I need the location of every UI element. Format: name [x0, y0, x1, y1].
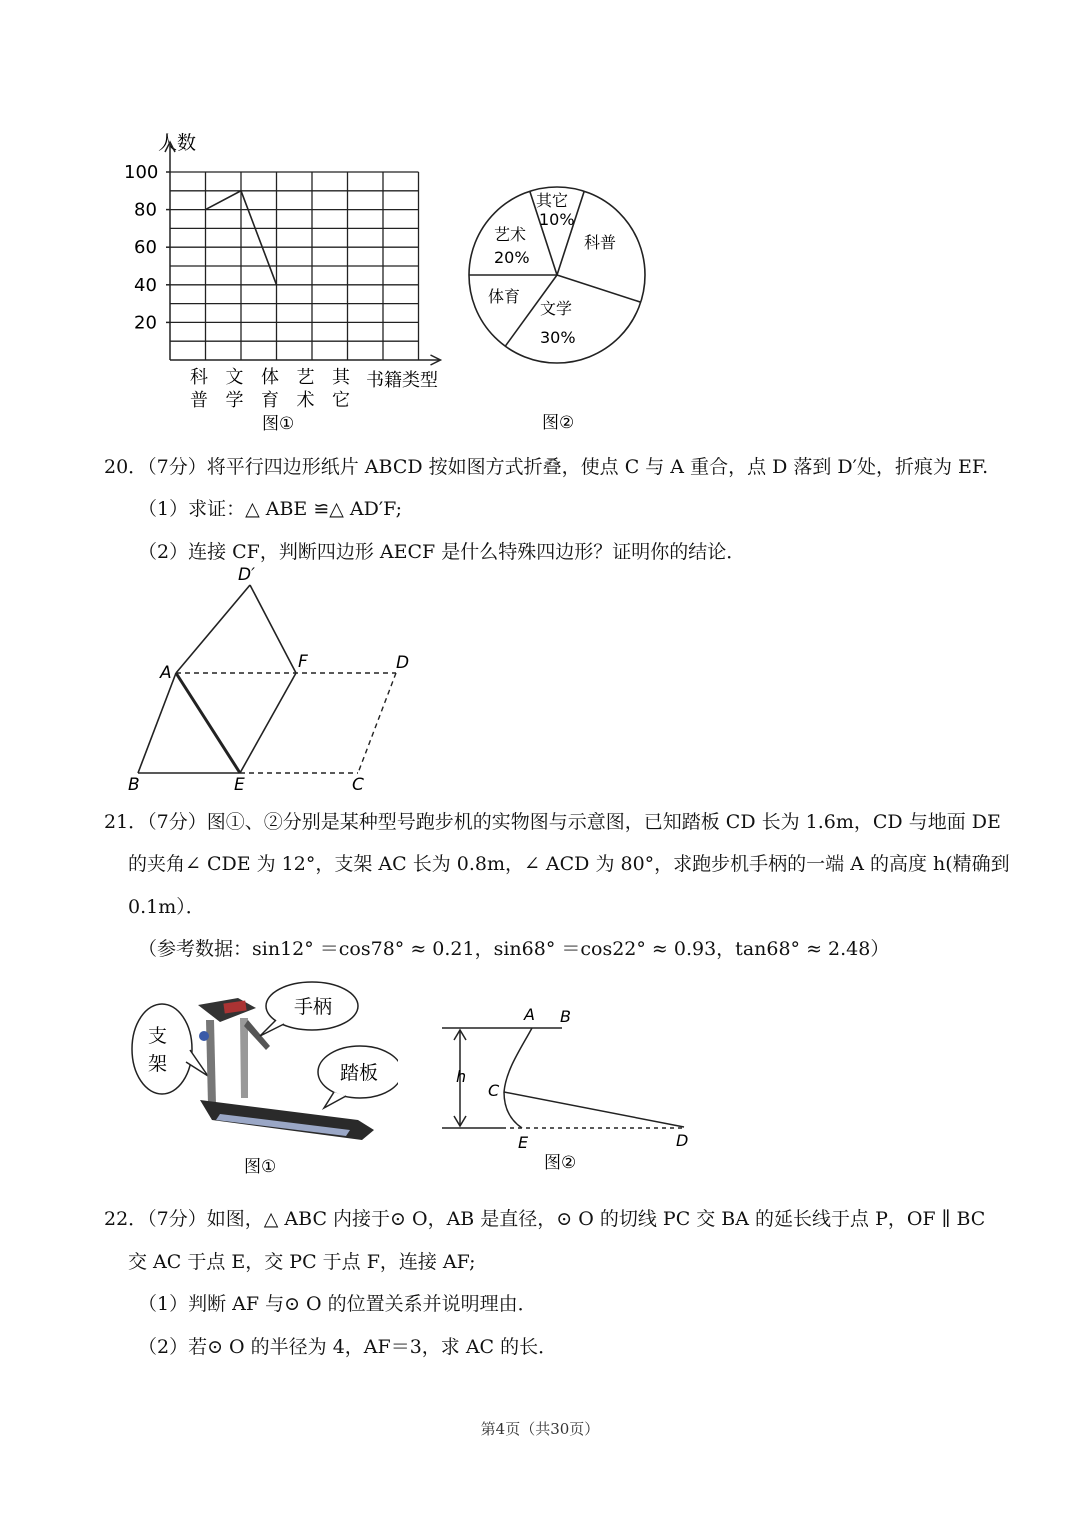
point-label-C: C [352, 775, 364, 795]
point-label-D: D [676, 1131, 689, 1150]
height-label-h: h [456, 1067, 467, 1086]
question-20-text: 20．（7分）将平行四边形纸片 ABCD 按如图方式折叠，使点 C 与 A 重合，点 D 落到 D′处，折痕为 EF. [104, 456, 989, 478]
point-label-E: E [518, 1133, 529, 1152]
chart-axes [165, 142, 441, 365]
bubble-handle-label: 手柄 [294, 996, 333, 1018]
point-label-A: A [160, 663, 172, 683]
edge-AB [138, 673, 176, 773]
point-label-D: D [396, 653, 410, 673]
edge-AE [176, 673, 240, 773]
x-category-label: 它 [332, 390, 350, 411]
question-22-text-cont: 交 AC 于点 E，交 PC 于点 F，连接 AF; [128, 1251, 476, 1273]
page-footer: 第4页（共30页） [480, 1420, 600, 1438]
parallelogram-fold-diagram [120, 560, 420, 800]
x-category-label: 体 [261, 367, 279, 388]
dashed-DC [358, 673, 396, 773]
chart-grid [170, 172, 419, 360]
question-22-part-2: （2）若⊙ O 的半径为 4，AF＝3，求 AC 的长． [138, 1336, 558, 1358]
point-label-E: E [234, 775, 245, 795]
line-chart-figure [120, 125, 460, 437]
treadmill-schematic [440, 1000, 710, 1180]
point-label-F: F [298, 652, 308, 672]
x-axis-title: 书籍类型 [366, 370, 438, 391]
point-label-C: C [488, 1081, 500, 1100]
question-21-reference-data: （参考数据：sin12° ＝cos78° ≈ 0.21，sin68° ＝cos22° ≈ 0.93，tan68° ≈ 2.48） [138, 938, 890, 960]
x-category-label: 文 [225, 367, 244, 388]
question-21-text: 21．（7分）图①、②分别是某种型号跑步机的实物图与示意图，已知踏板 CD 长为 1.6m，CD 与地面 DE [104, 811, 1001, 833]
y-tick-label: 80 [134, 199, 157, 221]
bubble-support-label: 架 [148, 1053, 168, 1075]
point-label-B: B [128, 775, 140, 795]
x-category-label: 其 [332, 367, 350, 388]
pedal-CD [504, 1092, 684, 1127]
edge-AD-prime [176, 585, 250, 673]
bubble-support-label: 支 [148, 1025, 168, 1047]
pie-label: 艺术 [494, 225, 527, 244]
point-label-B: B [560, 1007, 571, 1026]
edge-FE-crease [240, 673, 296, 773]
x-category-label: 术 [296, 390, 315, 411]
figure-caption: 图② [542, 413, 575, 433]
point-label-D-prime: D′ [238, 565, 255, 585]
figure-caption: 图① [244, 1157, 277, 1177]
x-category-label: 育 [261, 390, 279, 411]
x-category-label: 科 [190, 367, 208, 388]
bubble-pedal-label: 踏板 [340, 1062, 379, 1084]
pie-percent: 20% [494, 248, 530, 267]
pie-label: 体育 [488, 287, 521, 306]
question-20-part-2: （2）连接 CF，判断四边形 AECF 是什么特殊四边形？证明你的结论． [138, 541, 746, 563]
treadmill-photo [128, 980, 398, 1180]
support-AC [504, 1028, 532, 1092]
point-label-A: A [524, 1005, 535, 1024]
x-category-labels [190, 367, 351, 411]
question-21-text-cont: 的夹角∠ CDE 为 12°，支架 AC 长为 0.8m，∠ ACD 为 80°，求跑步机手柄的一端 A 的高度 h(精确到 [128, 853, 1010, 875]
bubble-support [132, 1004, 192, 1094]
pie-label: 文学 [540, 299, 573, 318]
y-axis-title: 人数 [158, 132, 197, 154]
question-22-text: 22．（7分）如图，△ ABC 内接于⊙ O，AB 是直径，⊙ O 的切线 PC 交 BA 的延长线于点 P，OF ∥ BC [104, 1208, 986, 1230]
y-tick-label: 40 [134, 274, 157, 296]
y-tick-labels [124, 162, 158, 333]
question-20-part-1: （1）求证：△ ABE ≌△ AD′F; [138, 498, 403, 520]
support-CE [504, 1092, 522, 1128]
y-tick-label: 60 [134, 237, 157, 259]
x-category-label: 普 [190, 390, 208, 411]
x-category-label: 学 [225, 390, 244, 411]
figure-caption: 图② [544, 1153, 577, 1173]
pie-percent: 30% [540, 328, 576, 347]
figure-caption: 图① [262, 414, 295, 434]
question-22-part-1: （1）判断 AF 与⊙ O 的位置关系并说明理由． [138, 1293, 537, 1315]
y-tick-label: 100 [124, 162, 159, 183]
edge-D-prime-F [250, 585, 296, 673]
pie-chart-figure [460, 180, 660, 440]
pie-label: 其它 [536, 191, 569, 210]
pie-percent: 10% [539, 210, 575, 229]
question-21-text-cont: 0.1m）． [128, 896, 205, 918]
pie-label: 科普 [584, 233, 617, 252]
y-tick-label: 20 [134, 312, 157, 334]
x-category-label: 艺 [296, 367, 315, 388]
